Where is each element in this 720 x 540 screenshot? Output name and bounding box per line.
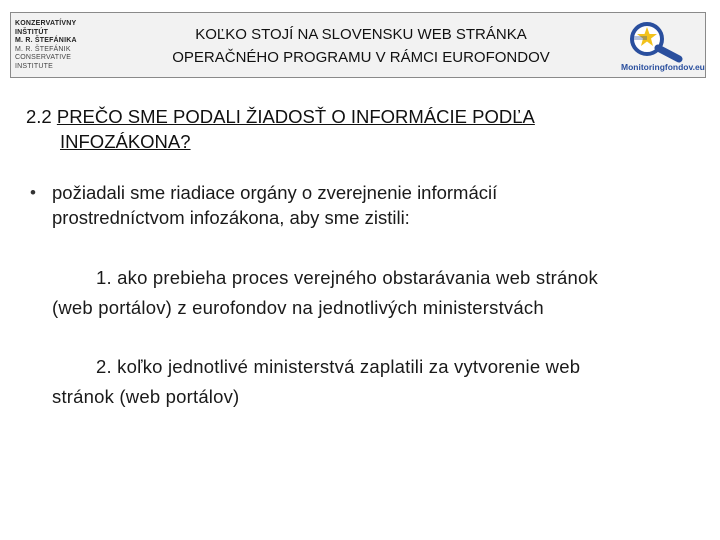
list-item [52, 352, 692, 412]
bullet-icon: • [30, 183, 36, 202]
list-item [52, 263, 692, 323]
slide-header [10, 12, 706, 78]
bullet-text-line2: prostredníctvom infozákona, aby sme zistili: [52, 207, 410, 228]
list-item-line2: (web portálov) z eurofondov na jednotlivých ministerstvách [52, 297, 544, 318]
list-item-line1: 2. koľko jednotlivé ministerstvá zaplatili za vytvorenie web [96, 356, 581, 377]
monitoringfondov-logo [621, 19, 705, 75]
header-title-line1: KOĽKO STOJÍ NA SLOVENSKU WEB STRÁNKA [195, 26, 527, 43]
header-title [131, 23, 591, 69]
section-number: 2.2 [26, 106, 52, 127]
magnifier-icon [621, 19, 701, 63]
section-title-line1: PREČO SME PODALI ŽIADOSŤ O INFORMÁCIE PODĽA [56, 106, 535, 127]
bullet-text-line1: požiadali sme riadiace orgány o zverejnenie informácií [52, 182, 498, 203]
institute-logo [15, 20, 93, 74]
logo-text: Monitoringfondov.eu [621, 62, 705, 72]
list-item-line2: stránok (web portálov) [52, 386, 240, 407]
logo-line: INŠTITÚT [15, 28, 49, 36]
section-title-line2: INFOZÁKONA? [60, 131, 191, 152]
logo-line: INSTITUTE [15, 62, 53, 70]
logo-line: CONSERVATIVE [15, 54, 72, 61]
logo-line: KONZERVATÍVNY [15, 20, 77, 27]
logo-line: M. R. ŠTEFÁNIK [15, 45, 71, 53]
list-item-line1: 1. ako prebieha proces verejného obstarávania web stránok [96, 267, 598, 288]
logo-line: M. R. ŠTEFÁNIKA [15, 37, 77, 44]
header-title-line2: OPERAČNÉHO PROGRAMU V RÁMCI EUROFONDOV [172, 49, 550, 66]
section-heading [26, 104, 666, 154]
